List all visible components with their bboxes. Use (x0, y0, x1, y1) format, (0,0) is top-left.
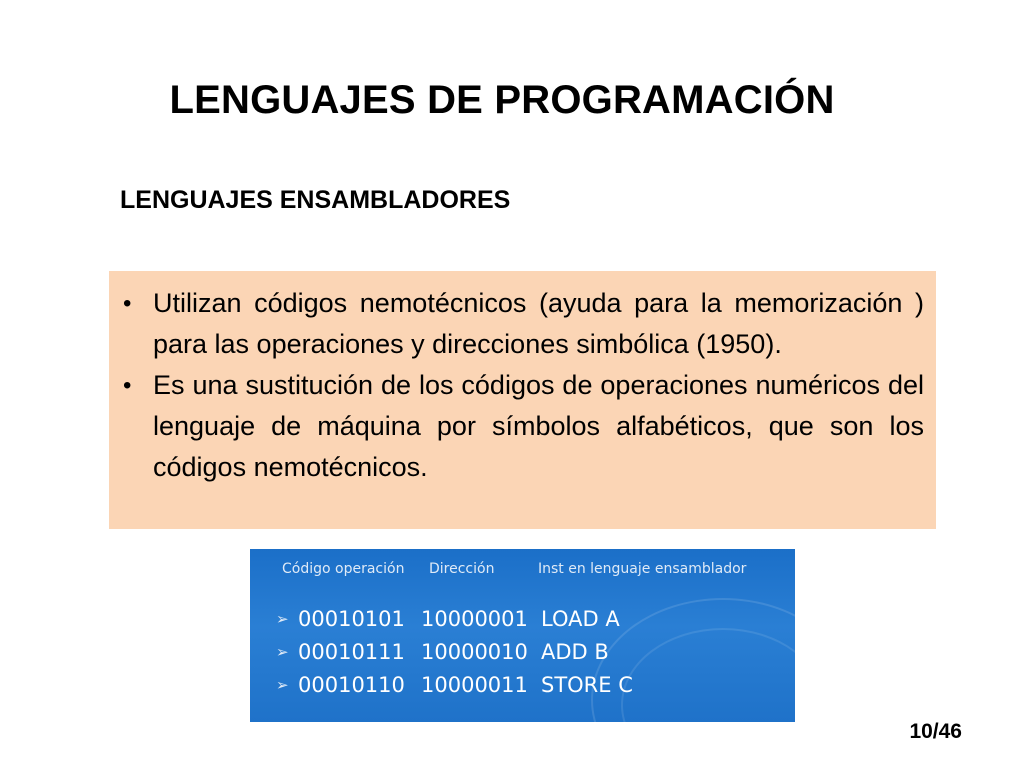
assembly-instruction: STORE C (541, 673, 633, 697)
address: 10000010 (421, 640, 528, 664)
operation-code: 00010111 (298, 640, 405, 664)
assembly-code-image (250, 549, 795, 722)
slide-title: LENGUAJES DE PROGRAMACIÓN (169, 78, 835, 122)
bullet-dot-icon: • (123, 290, 132, 317)
address: 10000001 (421, 607, 528, 631)
operation-code: 00010101 (298, 607, 405, 631)
bullet-item (123, 365, 924, 488)
page-number: 10/46 (909, 720, 962, 743)
bullet-text: Utilizan códigos nemotécnicos (ayuda para la memorización ) para las operaciones y direcciones simbólica (1950). (153, 288, 924, 359)
header-operation-code: Código operación (282, 561, 405, 577)
arrow-bullet-icon: ➢ (276, 610, 289, 628)
bullet-list (123, 283, 924, 488)
slide-subtitle: LENGUAJES ENSAMBLADORES (120, 186, 511, 214)
address: 10000011 (421, 673, 528, 697)
assembly-instruction: LOAD A (541, 607, 620, 631)
bullet-text: Es una sustitución de los códigos de operaciones numéricos del lenguaje de máquina por símbolos alfabéticos, que son los códigos nemotécnicos. (153, 370, 924, 482)
assembly-instruction: ADD B (541, 640, 609, 664)
operation-code: 00010110 (298, 673, 405, 697)
header-address: Dirección (429, 561, 495, 577)
bullet-box (109, 271, 936, 529)
bullet-dot-icon: • (123, 372, 132, 399)
arrow-bullet-icon: ➢ (276, 643, 289, 661)
header-assembly-instruction: Inst en lenguaje ensamblador (538, 561, 747, 577)
arrow-bullet-icon: ➢ (276, 676, 289, 694)
bullet-item (123, 283, 924, 365)
